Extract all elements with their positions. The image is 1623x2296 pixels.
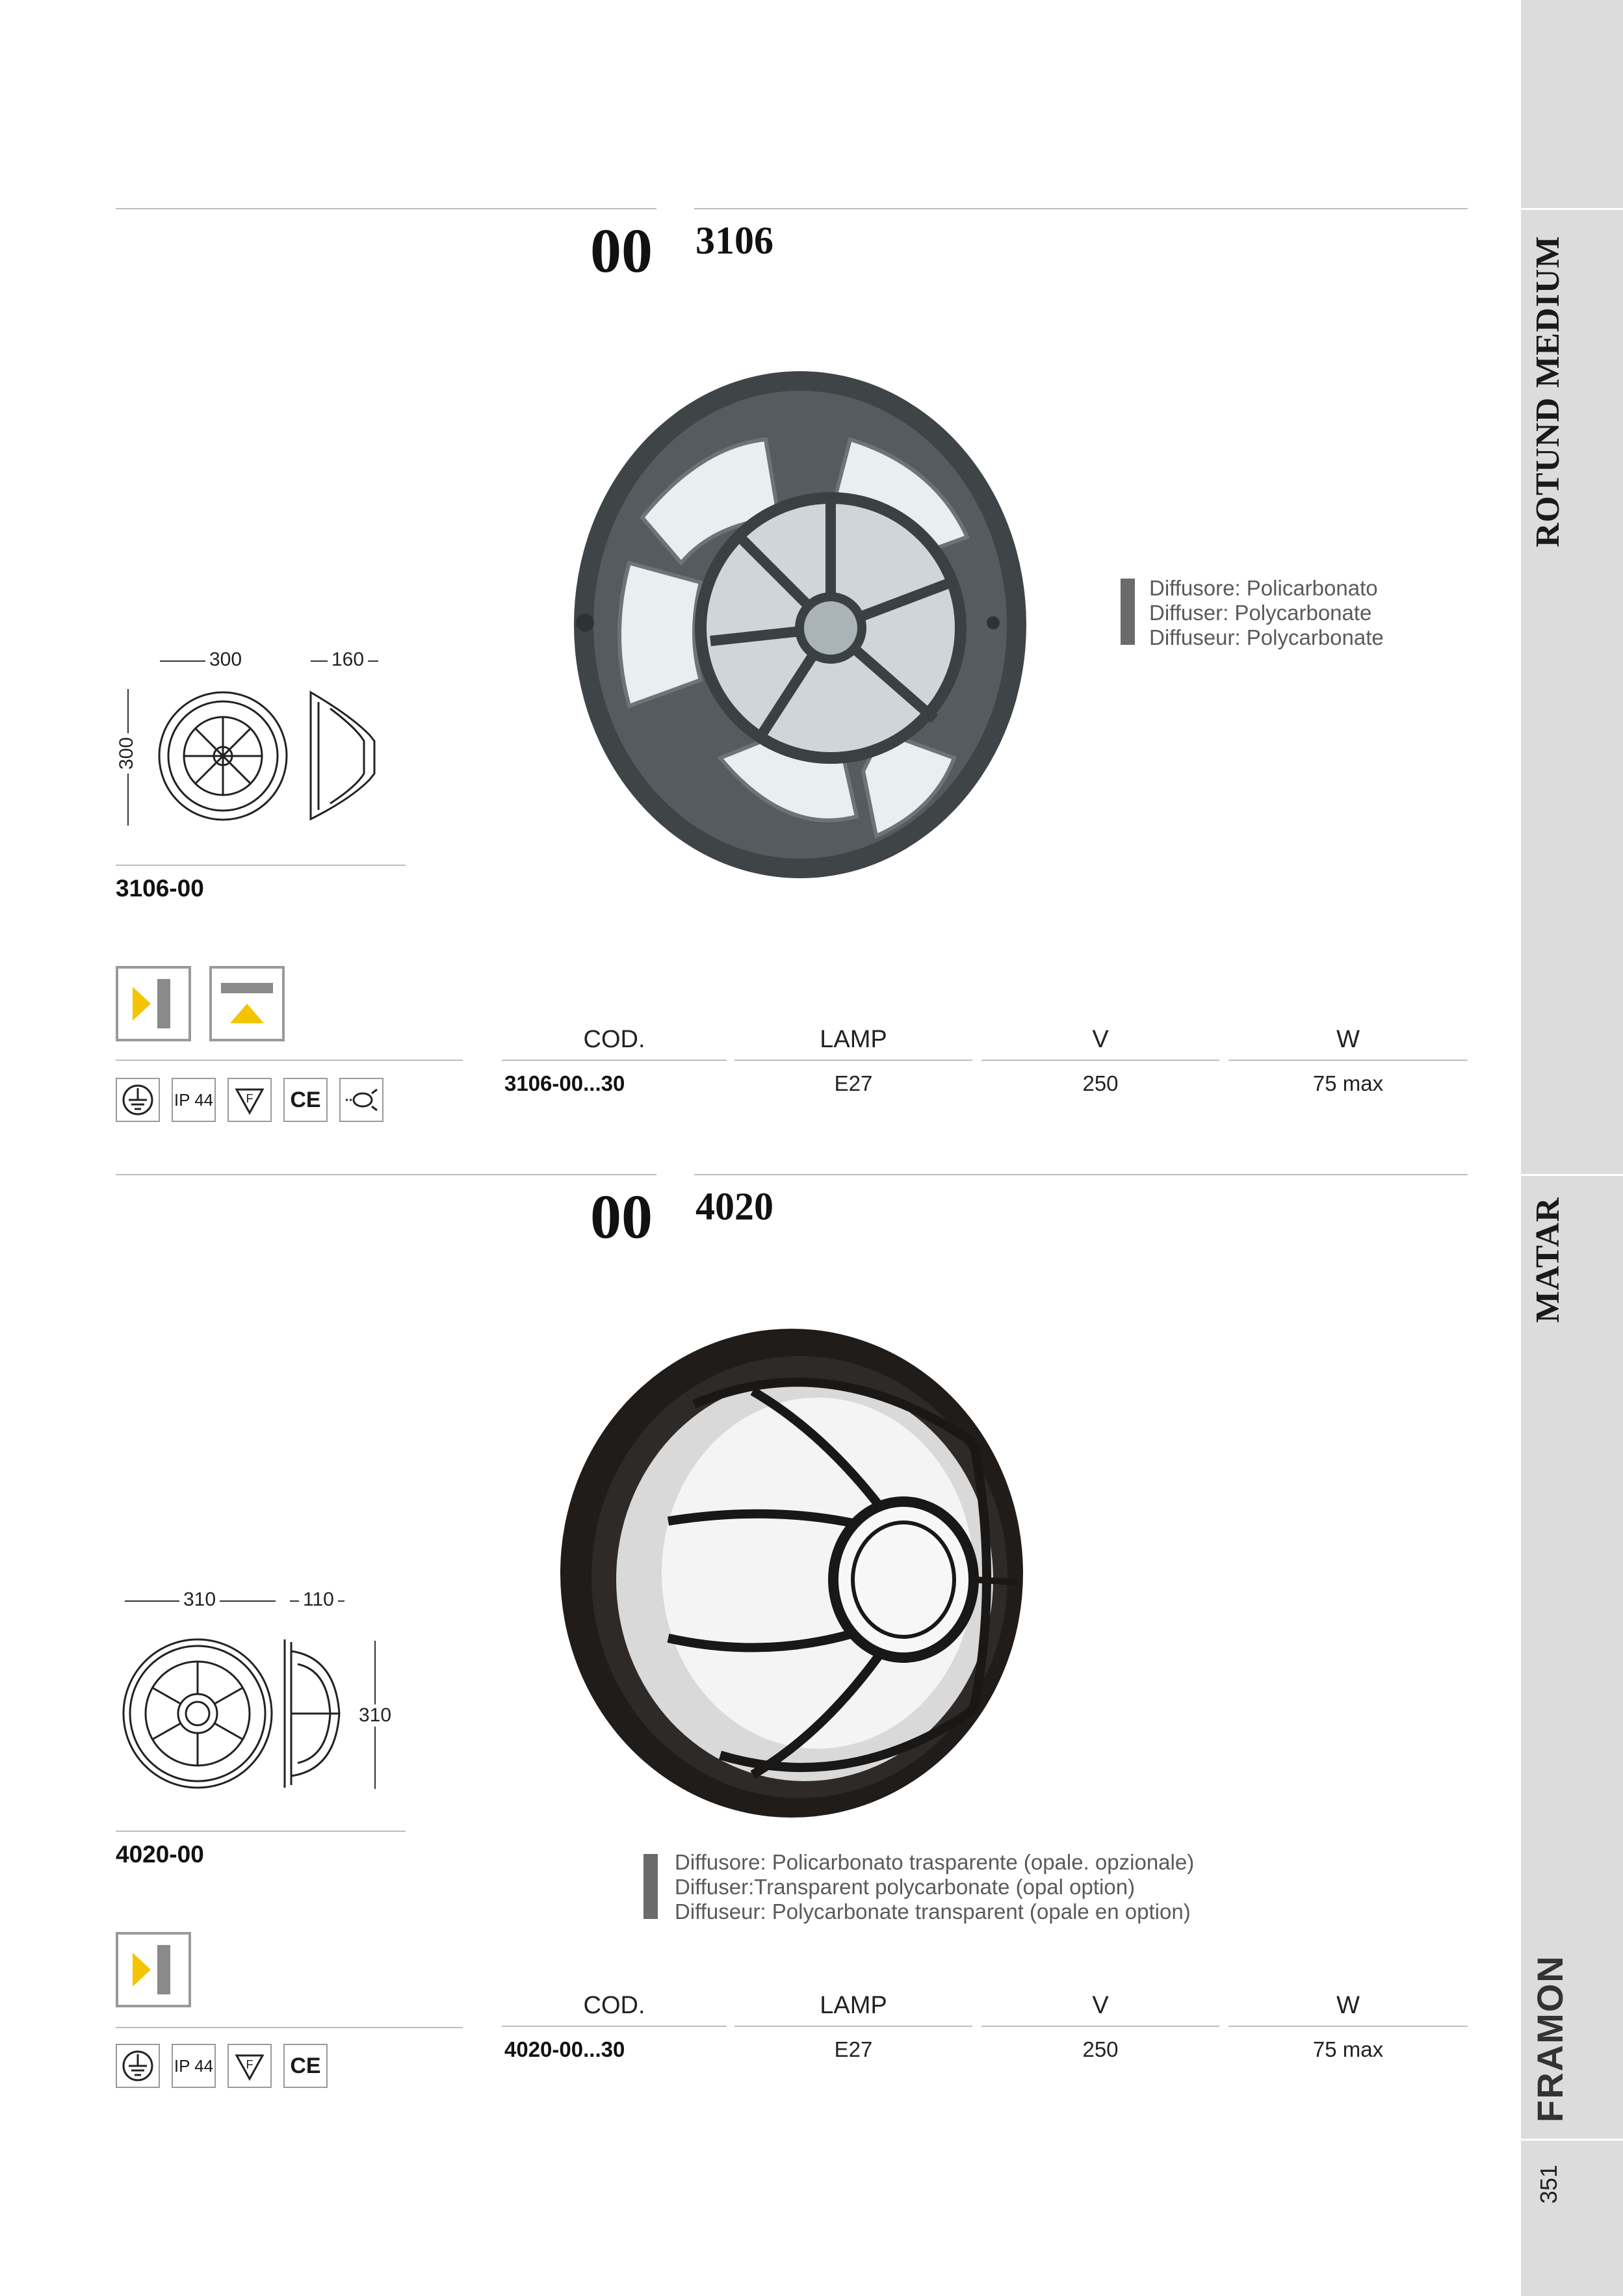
section-title-matar: MATAR <box>1529 1197 1566 1323</box>
diffuser-fr: Diffuseur: Polycarbonate transparent (opale en option) <box>675 1899 1191 1924</box>
header-rule-left <box>116 208 656 209</box>
td-code: 3106-00...30 <box>504 1071 625 1095</box>
diffuser-info <box>675 1850 1194 1924</box>
dim-height: 310 <box>356 1704 394 1727</box>
diffuser-marker <box>1121 579 1135 645</box>
th-volt: V <box>1092 1992 1109 2019</box>
ip-rating: IP 44 <box>172 2044 216 2088</box>
table-rule <box>734 2026 972 2027</box>
f-mark-icon <box>227 1078 272 1122</box>
product-photo-4020 <box>558 1326 1026 1820</box>
table-rule <box>502 2026 727 2027</box>
product-code: 4020 <box>695 1185 773 1228</box>
dim-height: 300 <box>116 733 138 774</box>
th-lamp: LAMP <box>820 1026 887 1053</box>
brand-logo: FRAMON <box>1529 1955 1570 2122</box>
table-rule <box>734 1060 972 1061</box>
sidebar-divider <box>1521 208 1623 210</box>
diffuser-en: Diffuser:Transparent polycarbonate (opal option) <box>675 1875 1136 1899</box>
sidebar-divider <box>1521 1174 1623 1176</box>
earth-ground-icon <box>116 1078 160 1122</box>
finish-code: 00 <box>590 1182 653 1251</box>
article-code: 4020-00 <box>116 1841 204 1868</box>
ce-mark-icon: CE <box>283 1078 328 1122</box>
diffuser-marker <box>643 1854 658 1919</box>
table-rule <box>1228 2026 1468 2027</box>
product-code: 3106 <box>695 219 773 262</box>
diffuser-en: Diffuser: Polycarbonate <box>1149 601 1372 625</box>
dim-depth: 110 <box>299 1589 338 1611</box>
ip-rating: IP 44 <box>172 1078 216 1122</box>
section-title-rotund-medium: ROTUND MEDIUM <box>1529 235 1566 547</box>
wall-mount-icon <box>116 1932 191 2007</box>
td-volt: 250 <box>1082 1071 1119 1095</box>
th-code: COD. <box>583 1992 645 2019</box>
divider <box>116 1831 406 1832</box>
dim-depth: 160 <box>328 649 368 671</box>
dim-width: 310 <box>179 1589 220 1611</box>
td-watt: 75 max <box>1312 1071 1384 1095</box>
th-lamp: LAMP <box>820 1992 887 2019</box>
td-lamp: E27 <box>834 2037 873 2061</box>
td-lamp: E27 <box>834 1071 873 1095</box>
diffuser-it: Diffusore: Policarbonato trasparente (opale. opzionale) <box>675 1850 1195 1874</box>
page-number: 351 <box>1535 2164 1562 2204</box>
wall-mount-icon <box>116 966 191 1041</box>
ceiling-mount-icon <box>209 966 285 1041</box>
ce-mark-icon: CE <box>283 2044 328 2088</box>
sidebar-divider <box>1521 2139 1623 2141</box>
header-rule-right <box>694 1174 1468 1175</box>
table-rule <box>1228 1060 1468 1061</box>
earth-ground-icon <box>116 2044 160 2088</box>
td-volt: 250 <box>1082 2037 1119 2061</box>
incandescent-lamp-icon <box>339 1078 383 1122</box>
svg-text:F: F <box>246 1092 253 1105</box>
technical-drawing-3106 <box>155 689 389 826</box>
table-rule <box>981 2026 1219 2027</box>
th-watt: W <box>1336 1026 1360 1053</box>
th-volt: V <box>1092 1026 1109 1053</box>
f-mark-icon <box>227 2044 272 2088</box>
technical-drawing-4020 <box>121 1638 348 1792</box>
table-rule <box>502 1060 727 1061</box>
diffuser-info <box>1149 576 1384 650</box>
diffuser-it: Diffusore: Policarbonato <box>1149 576 1378 600</box>
divider <box>116 2027 463 2028</box>
diffuser-fr: Diffuseur: Polycarbonate <box>1149 625 1384 649</box>
divider <box>116 865 406 866</box>
table-rule <box>981 1060 1219 1061</box>
svg-text:F: F <box>246 2058 253 2071</box>
th-watt: W <box>1336 1992 1360 2019</box>
divider <box>116 1060 463 1061</box>
article-code: 3106-00 <box>116 875 204 902</box>
td-code: 4020-00...30 <box>504 2037 625 2061</box>
td-watt: 75 max <box>1312 2037 1384 2061</box>
dim-width: 300 <box>205 649 246 671</box>
th-code: COD. <box>583 1026 645 1053</box>
header-rule-left <box>116 1174 656 1175</box>
product-photo-3106 <box>571 368 1030 881</box>
header-rule-right <box>694 208 1468 209</box>
finish-code: 00 <box>590 216 653 285</box>
